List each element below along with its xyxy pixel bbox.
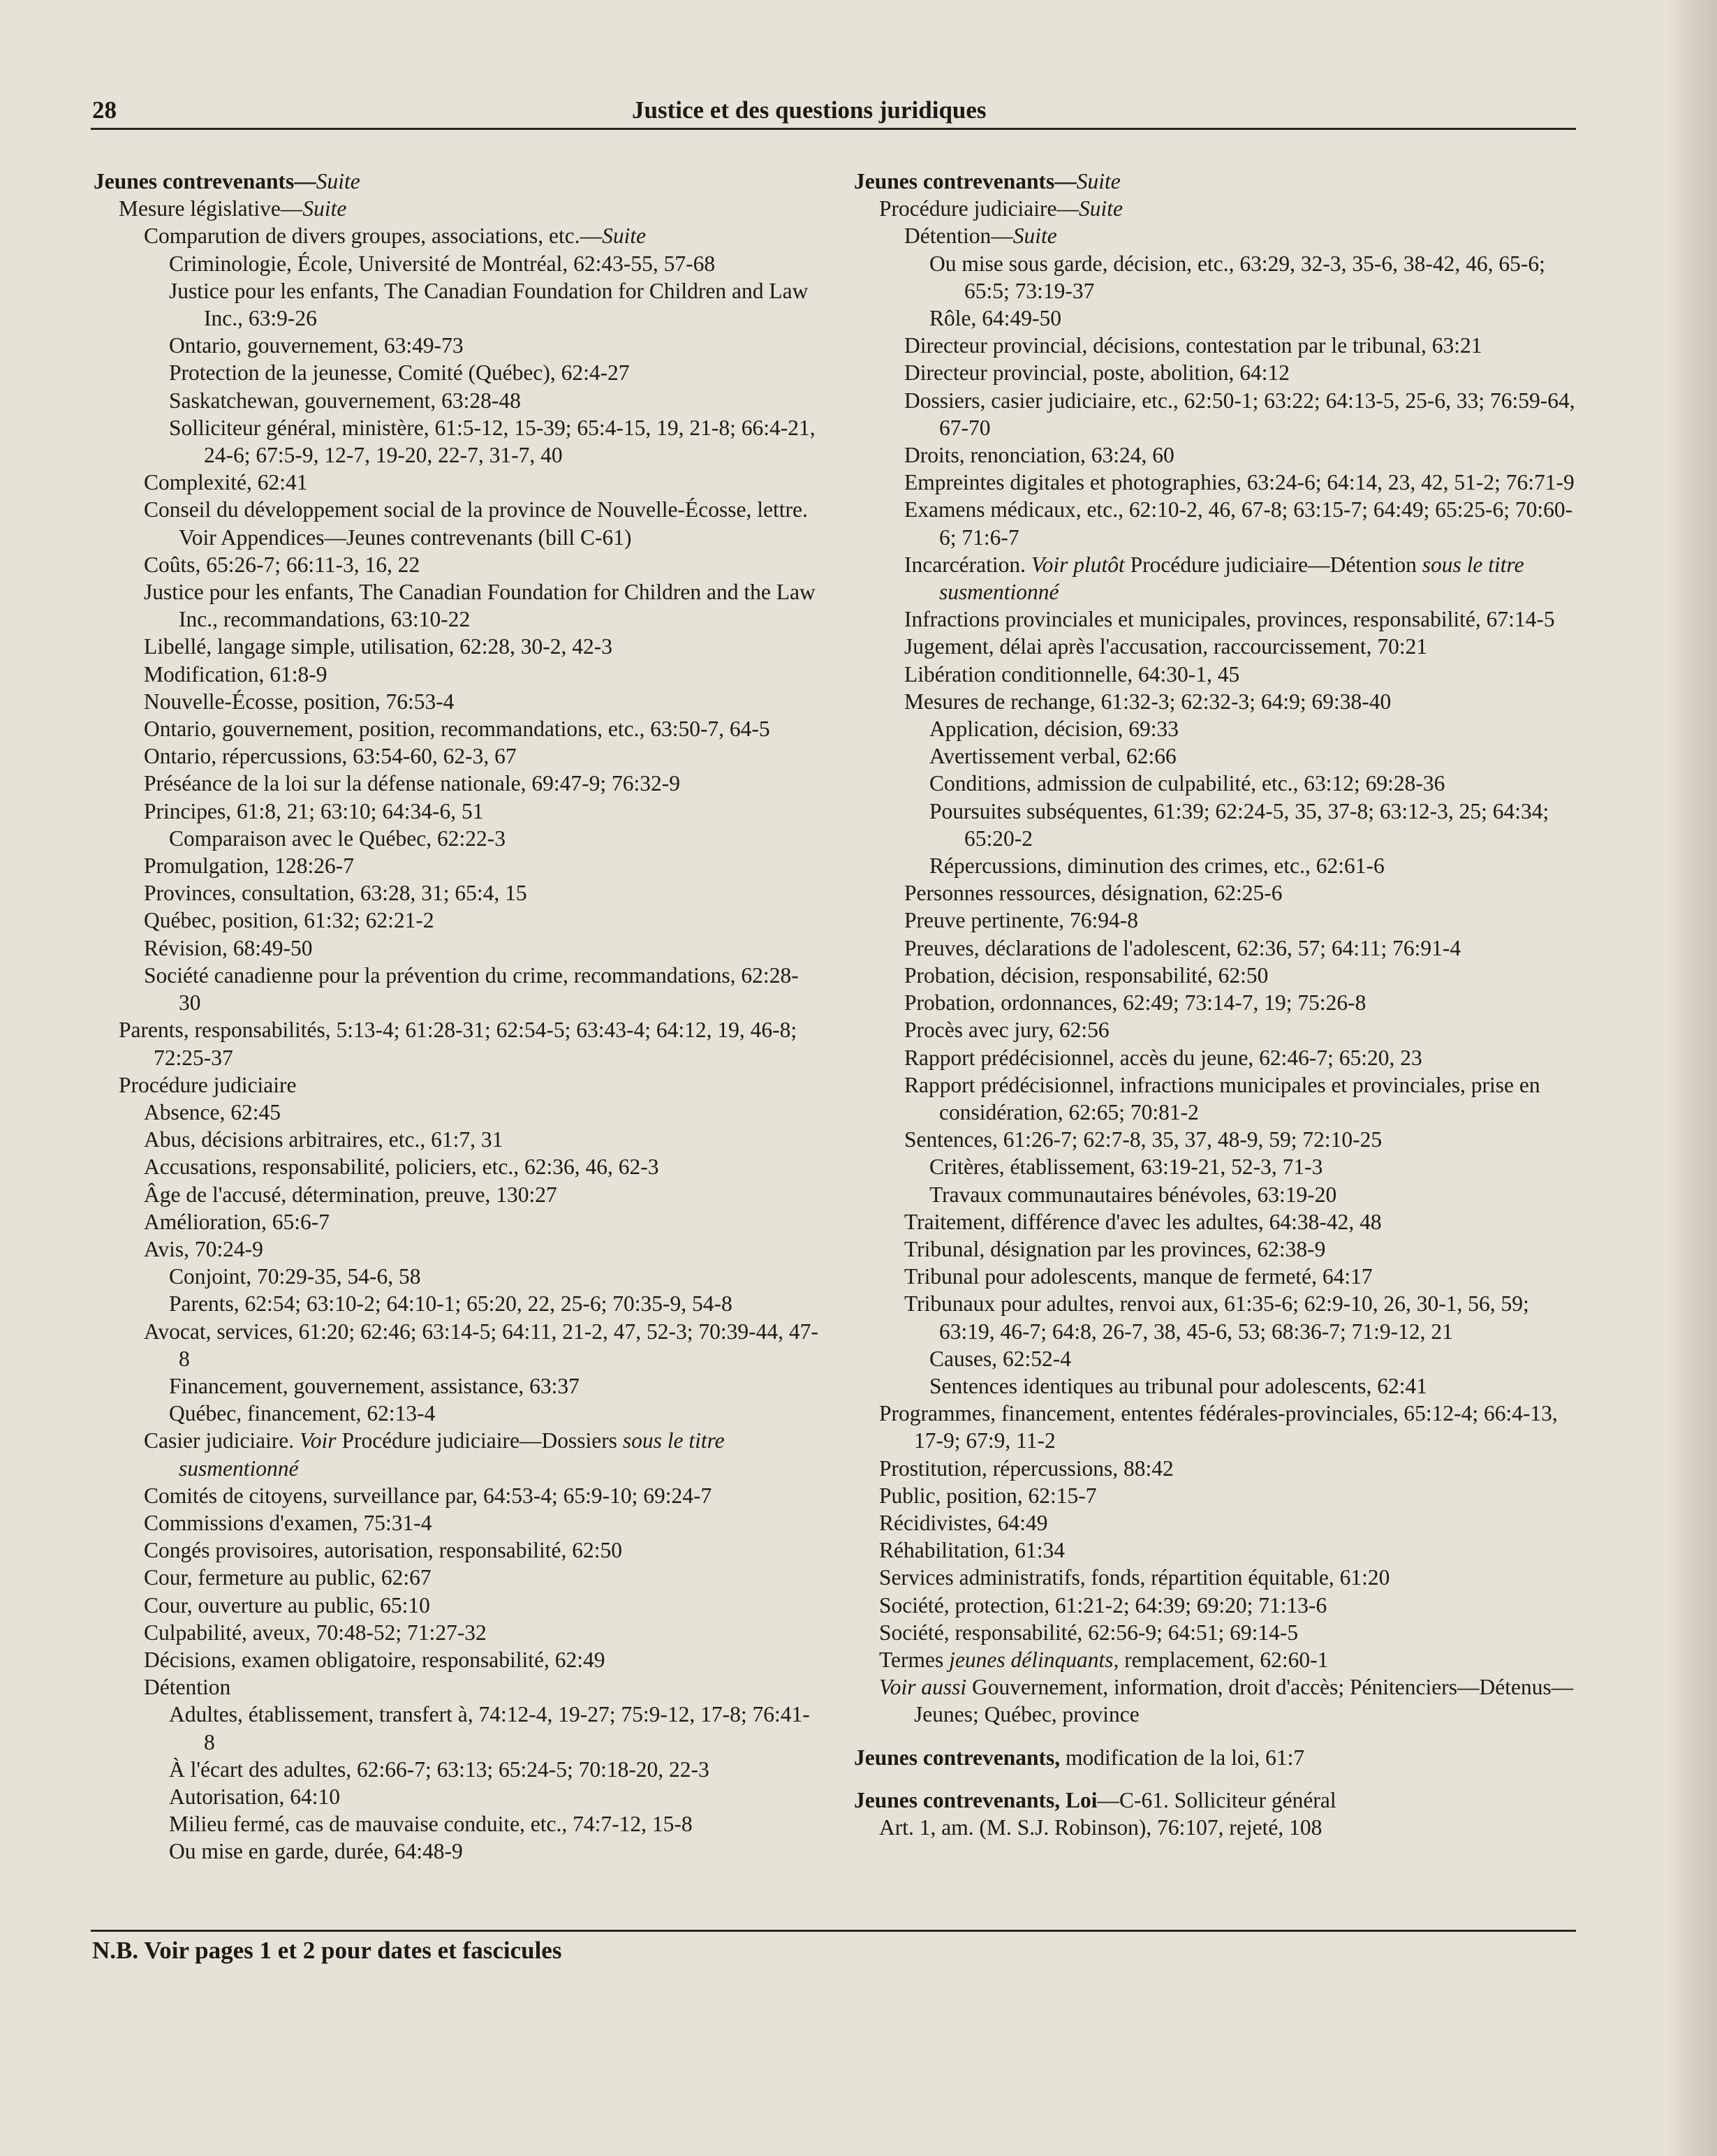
index-entry: Révision, 68:49-50 xyxy=(144,935,313,960)
index-entry: Examens médicaux, etc., 62:10-2, 46, 67-8; 63:15-7; 64:49; 65:25-6; 70:60-6; 71:6-7 xyxy=(904,497,1573,550)
index-entry: Criminologie, École, Université de Montréal, 62:43-55, 57-68 xyxy=(169,251,716,276)
index-entry: Récidivistes, 64:49 xyxy=(879,1510,1048,1535)
index-entry: Financement, gouvernement, assistance, 63:37 xyxy=(169,1373,580,1398)
index-entry: Termes jeunes délinquants, remplacement, 62:60-1 xyxy=(879,1647,1329,1672)
index-column-left xyxy=(94,168,820,1865)
index-entry: Solliciteur général, ministère, 61:5-12, 15-39; 65:4-15, 19, 21-8; 66:4-21, 24-6; 67:5-9, 12-7, 19-20, 22-7, 31-7, 40 xyxy=(169,415,816,468)
index-entry: Poursuites subséquentes, 61:39; 62:24-5, 35, 37-8; 63:12-3, 25; 64:34; 65:20-2 xyxy=(929,798,1549,851)
index-entry: Procédure judiciaire—Suite xyxy=(879,196,1123,221)
index-entry: Parents, 62:54; 63:10-2; 64:10-1; 65:20, 22, 25-6; 70:35-9, 54-8 xyxy=(169,1291,732,1317)
index-entry: Cour, fermeture au public, 62:67 xyxy=(144,1565,432,1590)
index-entry: Critères, établissement, 63:19-21, 52-3, 71-3 xyxy=(929,1154,1323,1180)
index-entry: Décisions, examen obligatoire, responsabilité, 62:49 xyxy=(144,1647,605,1672)
index-entry: Commissions d'examen, 75:31-4 xyxy=(144,1510,432,1535)
index-entry: Réhabilitation, 61:34 xyxy=(879,1538,1065,1563)
index-entry: Saskatchewan, gouvernement, 63:28-48 xyxy=(169,388,521,413)
index-entry: Protection de la jeunesse, Comité (Québec), 62:4-27 xyxy=(169,360,630,386)
index-entry: Société, responsabilité, 62:56-9; 64:51; 69:14-5 xyxy=(879,1620,1299,1645)
index-entry: Probation, ordonnances, 62:49; 73:14-7, 19; 75:26-8 xyxy=(904,990,1366,1015)
index-entry: Voir aussi Gouvernement, information, droit d'accès; Pénitenciers—Détenus—Jeunes; Québec, province xyxy=(879,1675,1574,1727)
index-entry: Québec, position, 61:32; 62:21-2 xyxy=(144,908,434,933)
index-entry: Sentences, 61:26-7; 62:7-8, 35, 37, 48-9, 59; 72:10-25 xyxy=(904,1127,1383,1152)
index-entry: Conjoint, 70:29-35, 54-6, 58 xyxy=(169,1264,421,1289)
index-entry: Art. 1, am. (M. S.J. Robinson), 76:107, rejeté, 108 xyxy=(879,1814,1322,1840)
index-entry: Comparution de divers groupes, associations, etc.—Suite xyxy=(144,223,647,249)
index-entry: À l'écart des adultes, 62:66-7; 63:13; 65:24-5; 70:18-20, 22-3 xyxy=(169,1757,709,1782)
index-entry: Comités de citoyens, surveillance par, 64:53-4; 65:9-10; 69:24-7 xyxy=(144,1483,712,1508)
index-entry: Abus, décisions arbitraires, etc., 61:7, 31 xyxy=(144,1127,503,1152)
index-entry: Application, décision, 69:33 xyxy=(929,717,1179,742)
index-entry: Rôle, 64:49-50 xyxy=(929,306,1061,331)
index-entry: Public, position, 62:15-7 xyxy=(879,1483,1097,1508)
index-entry: Âge de l'accusé, détermination, preuve, 130:27 xyxy=(144,1182,557,1207)
index-entry: Rapport prédécisionnel, accès du jeune, 62:46-7; 65:20, 23 xyxy=(904,1045,1422,1070)
index-entry: Justice pour les enfants, The Canadian Foundation for Children and Law Inc., 63:9-26 xyxy=(169,278,809,331)
index-entry: Ou mise en garde, durée, 64:48-9 xyxy=(169,1839,463,1864)
index-entry: Droits, renonciation, 63:24, 60 xyxy=(904,443,1174,468)
index-entry: Mesures de rechange, 61:32-3; 62:32-3; 64:9; 69:38-40 xyxy=(904,689,1392,714)
footer-rule xyxy=(91,1930,1576,1932)
footer-note: N.B. Voir pages 1 et 2 pour dates et fascicules xyxy=(92,1937,562,1964)
index-entry: Québec, financement, 62:13-4 xyxy=(169,1401,436,1426)
index-entry: Tribunaux pour adultes, renvoi aux, 61:35-6; 62:9-10, 26, 30-1, 56, 59; 63:19, 46-7; 64:8, 26-7, 38, 45-6, 53; 68:36-7; 71:9-12, 21 xyxy=(904,1291,1529,1344)
index-heading: Jeunes contrevenants, Loi—C-61. Solliciteur général xyxy=(854,1787,1336,1812)
index-entry: Sentences identiques au tribunal pour adolescents, 62:41 xyxy=(929,1373,1427,1398)
index-entry: Avertissement verbal, 62:66 xyxy=(929,744,1177,769)
index-entry: Casier judiciaire. Voir Procédure judiciaire—Dossiers sous le titre susmentionné xyxy=(144,1428,725,1481)
index-entry: Détention—Suite xyxy=(904,223,1057,249)
index-entry: Ou mise sous garde, décision, etc., 63:29, 32-3, 35-6, 38-42, 46, 65-6; 65:5; 73:19-37 xyxy=(929,251,1545,303)
index-entry: Programmes, financement, ententes fédérales-provinciales, 65:12-4; 66:4-13, 17-9; 67:9, 11-2 xyxy=(879,1401,1558,1453)
index-entry: Preuve pertinente, 76:94-8 xyxy=(904,908,1139,933)
index-entry: Ontario, répercussions, 63:54-60, 62-3, 67 xyxy=(144,744,517,769)
index-entry: Tribunal pour adolescents, manque de fermeté, 64:17 xyxy=(904,1264,1373,1289)
index-entry: Prostitution, répercussions, 88:42 xyxy=(879,1455,1174,1481)
index-entry: Société canadienne pour la prévention du crime, recommandations, 62:28-30 xyxy=(144,962,799,1015)
index-entry: Justice pour les enfants, The Canadian Foundation for Children and the Law Inc., recommandations, 63:10-22 xyxy=(144,580,816,632)
index-entry: Rapport prédécisionnel, infractions municipales et provinciales, prise en considération, 62:65; 70:81-2 xyxy=(904,1072,1540,1124)
page-number: 28 xyxy=(92,96,117,124)
index-entry: Libellé, langage simple, utilisation, 62:28, 30-2, 42-3 xyxy=(144,634,613,659)
index-entry: Libération conditionnelle, 64:30-1, 45 xyxy=(904,661,1240,687)
index-entry: Tribunal, désignation par les provinces, 62:38-9 xyxy=(904,1236,1326,1261)
index-heading: Jeunes contrevenants, modification de la loi, 61:7 xyxy=(854,1745,1305,1770)
index-entry: Modification, 61:8-9 xyxy=(144,661,327,687)
index-entry: Avocat, services, 61:20; 62:46; 63:14-5; 64:11, 21-2, 47, 52-3; 70:39-44, 47-8 xyxy=(144,1319,818,1371)
scan-page-edge xyxy=(1668,0,1717,2156)
index-entry: Promulgation, 128:26-7 xyxy=(144,853,354,879)
index-entry: Nouvelle-Écosse, position, 76:53-4 xyxy=(144,689,455,714)
index-entry: Infractions provinciales et municipales, provinces, responsabilité, 67:14-5 xyxy=(904,607,1555,632)
index-entry: Incarcération. Voir plutôt Procédure judiciaire—Détention sous le titre susmentionné xyxy=(904,552,1524,605)
index-entry: Ontario, gouvernement, 63:49-73 xyxy=(169,333,464,358)
index-entry: Autorisation, 64:10 xyxy=(169,1784,340,1809)
index-entry: Procès avec jury, 62:56 xyxy=(904,1018,1110,1043)
index-entry: Probation, décision, responsabilité, 62:50 xyxy=(904,962,1269,988)
index-entry: Culpabilité, aveux, 70:48-52; 71:27-32 xyxy=(144,1620,487,1645)
header-rule xyxy=(91,128,1576,130)
index-entry: Conditions, admission de culpabilité, etc., 63:12; 69:28-36 xyxy=(929,771,1445,796)
index-entry: Coûts, 65:26-7; 66:11-3, 16, 22 xyxy=(144,552,420,577)
index-column-right xyxy=(854,168,1580,1841)
index-entry: Empreintes digitales et photographies, 63:24-6; 64:14, 23, 42, 51-2; 76:71-9 xyxy=(904,470,1575,495)
index-entry: Preuves, déclarations de l'adolescent, 62:36, 57; 64:11; 76:91-4 xyxy=(904,935,1461,960)
index-entry: Cour, ouverture au public, 65:10 xyxy=(144,1592,430,1618)
index-entry: Ontario, gouvernement, position, recommandations, etc., 63:50-7, 64-5 xyxy=(144,717,770,742)
index-entry: Congés provisoires, autorisation, responsabilité, 62:50 xyxy=(144,1538,623,1563)
index-entry: Complexité, 62:41 xyxy=(144,470,308,495)
index-entry: Travaux communautaires bénévoles, 63:19-20 xyxy=(929,1182,1337,1207)
index-entry: Jugement, délai après l'accusation, raccourcissement, 70:21 xyxy=(904,634,1428,659)
index-entry: Société, protection, 61:21-2; 64:39; 69:20; 71:13-6 xyxy=(879,1592,1327,1618)
index-entry: Milieu fermé, cas de mauvaise conduite, etc., 74:7-12, 15-8 xyxy=(169,1812,693,1837)
index-entry: Principes, 61:8, 21; 63:10; 64:34-6, 51 xyxy=(144,798,484,823)
index-entry: Répercussions, diminution des crimes, etc., 62:61-6 xyxy=(929,853,1385,879)
index-entry: Services administratifs, fonds, répartition équitable, 61:20 xyxy=(879,1565,1390,1590)
index-entry: Traitement, différence d'avec les adultes, 64:38-42, 48 xyxy=(904,1209,1382,1234)
index-entry: Causes, 62:52-4 xyxy=(929,1346,1071,1371)
index-entry: Préséance de la loi sur la défense nationale, 69:47-9; 76:32-9 xyxy=(144,771,680,796)
index-entry: Personnes ressources, désignation, 62:25-6 xyxy=(904,881,1283,906)
index-entry: Conseil du développement social de la province de Nouvelle-Écosse, lettre. Voir Appendices—Jeunes contrevenants (bill C-61) xyxy=(144,497,808,550)
index-heading: Jeunes contrevenants—Suite xyxy=(854,169,1121,193)
index-entry: Accusations, responsabilité, policiers, etc., 62:36, 46, 62-3 xyxy=(144,1154,659,1180)
index-entry: Comparaison avec le Québec, 62:22-3 xyxy=(169,826,506,851)
index-entry: Absence, 62:45 xyxy=(144,1099,281,1124)
index-entry: Parents, responsabilités, 5:13-4; 61:28-31; 62:54-5; 63:43-4; 64:12, 19, 46-8; 72:25-37 xyxy=(119,1018,797,1070)
index-entry: Provinces, consultation, 63:28, 31; 65:4, 15 xyxy=(144,881,527,906)
index-entry: Directeur provincial, décisions, contestation par le tribunal, 63:21 xyxy=(904,333,1482,358)
index-entry: Amélioration, 65:6-7 xyxy=(144,1209,330,1234)
page-title: Justice et des questions juridiques xyxy=(632,96,987,124)
index-entry: Dossiers, casier judiciaire, etc., 62:50-1; 63:22; 64:13-5, 25-6, 33; 76:59-64, 67-70 xyxy=(904,388,1575,440)
index-entry: Mesure législative—Suite xyxy=(119,196,347,221)
index-heading: Jeunes contrevenants—Suite xyxy=(94,169,360,193)
index-entry: Procédure judiciaire xyxy=(119,1072,297,1097)
index-entry: Avis, 70:24-9 xyxy=(144,1236,263,1261)
index-entry: Adultes, établissement, transfert à, 74:12-4, 19-27; 75:9-12, 17-8; 76:41-8 xyxy=(169,1702,810,1754)
index-entry: Directeur provincial, poste, abolition, 64:12 xyxy=(904,360,1290,386)
index-entry: Détention xyxy=(144,1675,231,1700)
